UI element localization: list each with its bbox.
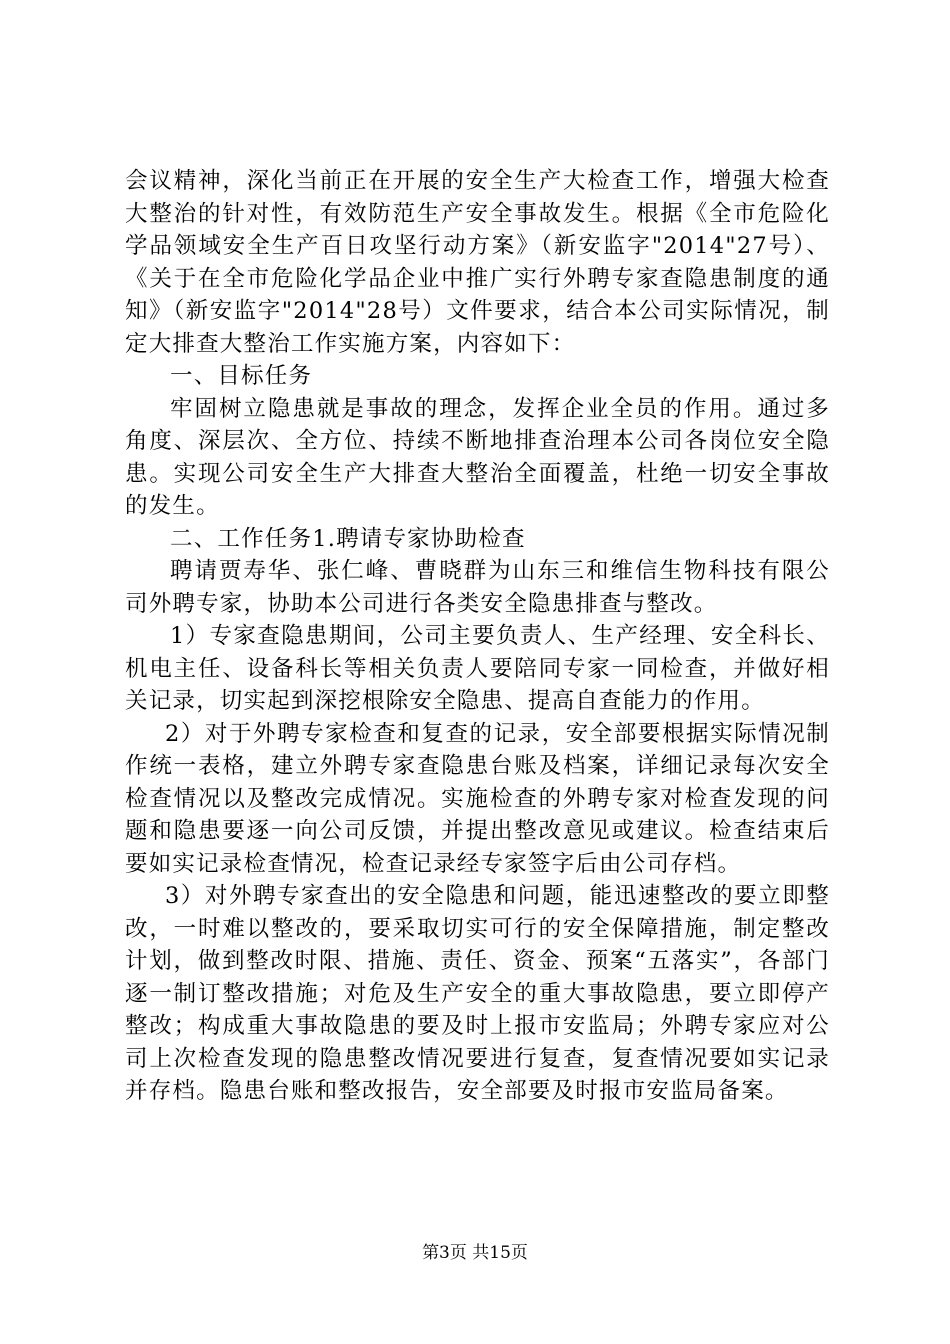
document-body	[125, 165, 830, 1108]
paragraph-experts: 聘请贾寿华、张仁峰、曹晓群为山东三和维信生物科技有限公司外聘专家，协助本公司进行各类安全隐患排查与整改。	[125, 558, 830, 617]
page-number-footer: 第3页 共15页	[422, 1243, 528, 1263]
paragraph-item-1: 1）专家查隐患期间，公司主要负责人、生产经理、安全科长、机电主任、设备科长等相关负责人要陪同专家一同检查，并做好相关记录，切实起到深挖根除安全隐患、提高自查能力的作用。	[125, 623, 830, 714]
paragraph-intro: 会议精神，深化当前正在开展的安全生产大检查工作，增强大检查大整治的针对性，有效防范生产安全事故发生。根据《全市危险化学品领域安全生产百日攻坚行动方案》（新安监字"2014"27号）、《关于在全市危险化学品企业中推广实行外聘专家查隐患制度的通知》（新安监字"2014"28号）文件要求，结合本公司实际情况，制定大排查大整治工作实施方案，内容如下：	[125, 168, 830, 357]
paragraph-item-2: 2）对于外聘专家检查和复查的记录，安全部要根据实际情况制作统一表格，建立外聘专家查隐患台账及档案，详细记录每次安全检查情况以及整改完成情况。实施检查的外聘专家对检查发现的问题和隐患要逐一向公司反馈，并提出整改意见或建议。检查结束后要如实记录检查情况，检查记录经专家签字后由公司存档。	[125, 720, 830, 877]
paragraph-item-3: 3）对外聘专家查出的安全隐患和问题，能迅速整改的要立即整改，一时难以整改的，要采取切实可行的安全保障措施，制定整改计划，做到整改时限、措施、责任、资金、预案“五落实”，各部门逐一制订整改措施；对危及生产安全的重大事故隐患，要立即停产整改；构成重大事故隐患的要及时上报市安监局；外聘专家应对公司上次检查发现的隐患整改情况要进行复查，复查情况要如实记录并存档。隐患台账和整改报告，安全部要及时报市安监局备案。	[125, 883, 830, 1104]
heading-work-tasks: 二、工作任务1.聘请专家协助检查	[170, 525, 526, 552]
paragraph-goal: 牢固树立隐患就是事故的理念，发挥企业全员的作用。通过多角度、深层次、全方位、持续不断地排查治理本公司各岗位安全隐患。实现公司安全生产大排查大整治全面覆盖，杜绝一切安全事故的发生。	[125, 395, 830, 519]
heading-goal-tasks: 一、目标任务	[170, 363, 313, 389]
